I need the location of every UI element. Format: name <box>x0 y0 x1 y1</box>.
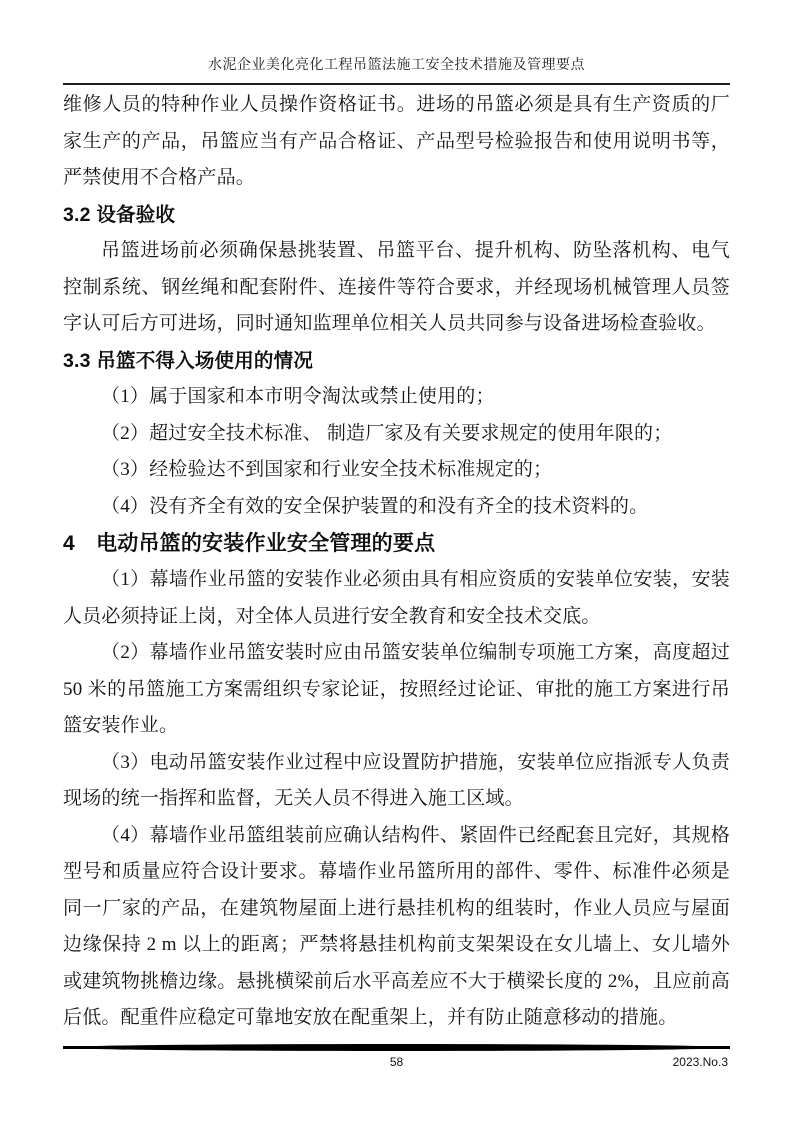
body-paragraph: 维修人员的特种作业人员操作资格证书。进场的吊篮必须是具有生产资质的厂家生产的产品，吊篮应当有产品合格证、产品型号检验报告和使用说明书等，严禁使用不合格产品。 <box>63 94 730 188</box>
body-paragraph: （3）电动吊篮安装作业过程中应设置防护措施，安装单位应指派专人负责现场的统一指挥和监督，无关人员不得进入施工区域。 <box>63 751 730 809</box>
page-footer <box>63 1044 730 1071</box>
section-heading-3-3: 3.3 吊篮不得入场使用的情况 <box>63 349 314 372</box>
page-content <box>63 56 735 1037</box>
body-paragraph: 吊篮进场前必须确保悬挑装置、吊篮平台、提升机构、防坠落机构、电气控制系统、钢丝绳和配套附件、连接件等符合要求，并经现场机械管理人员签字认可后方可进场，同时通知监理单位相关人员共同参与设备进场检查验收。 <box>63 240 730 334</box>
chapter-heading-4: 4 电动吊篮的安装作业安全管理的要点 <box>63 532 436 555</box>
document-body <box>63 87 735 1037</box>
running-head-title: 水泥企业美化亮化工程吊篮法施工安全技术措施及管理要点 <box>208 58 585 73</box>
footer-rule-lens <box>63 1044 730 1051</box>
issue-label: 2023.No.3 <box>672 1055 728 1069</box>
list-item-paragraph: （1）属于国家和本市明令淘汰或禁止使用的； <box>101 386 495 407</box>
body-paragraph: （4）幕墙作业吊篮组装前应确认结构件、紧固件已经配套且完好，其规格型号和质量应符合设计要求。幕墙作业吊篮所用的部件、零件、标准件必须是同一厂家的产品，在建筑物屋面上进行悬挂机构的组装时，作业人员应与屋面边缘保持 2 m 以上的距离；严禁将悬挂机构前支架架设在女儿墙上、女儿墙外或建筑物挑檐边缘。悬挑横梁前后水平高差应不大于横梁长度的 2%，且应前高后低。配重件应稳定可靠地安放在配重架上，并有防止随意移动的措施。 <box>63 824 730 1028</box>
body-paragraph: （2）幕墙作业吊篮安装时应由吊篮安装单位编制专项施工方案，高度超过 50 米的吊篮施工方案需组织专家论证，按照经过论证、审批的施工方案进行吊篮安装作业。 <box>63 642 735 736</box>
page-number: 58 <box>389 1055 404 1069</box>
body-paragraph: （1）幕墙作业吊篮的安装作业必须由具有相应资质的安装单位安装，安装人员必须持证上岗，对全体人员进行安全教育和安全技术交底。 <box>63 569 730 627</box>
list-item-paragraph: （2）超过安全技术标准、 制造厂家及有关要求规定的使用年限的； <box>101 422 673 444</box>
footer-rule <box>63 1044 730 1051</box>
section-heading-3-2: 3.2 设备验收 <box>63 203 176 226</box>
list-item-paragraph: （3）经检验达不到国家和行业安全技术标准规定的； <box>101 459 553 480</box>
footer-row <box>63 1055 730 1071</box>
list-item-paragraph: （4）没有齐全有效的安全保护装置的和没有齐全的技术资料的。 <box>101 495 649 517</box>
header-rule <box>63 83 730 85</box>
